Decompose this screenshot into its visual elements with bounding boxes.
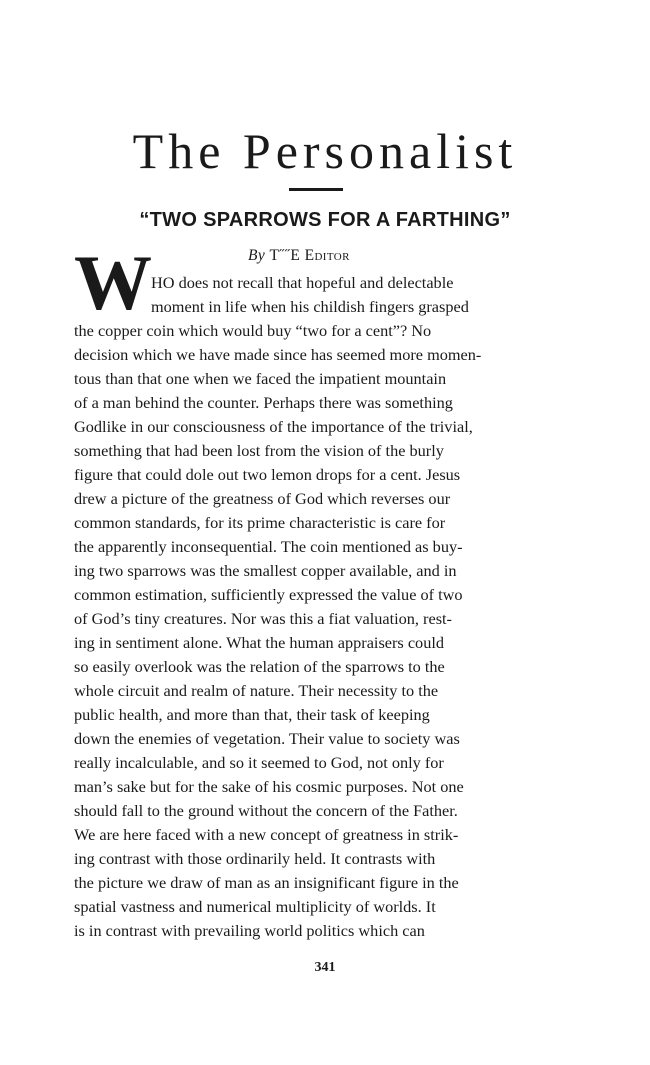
body-line: the apparently inconsequential. The coin mentioned as buy-: [74, 537, 463, 556]
body-line: really incalculable, and so it seemed to God, not only for: [74, 753, 444, 772]
body-line: is in contrast with prevailing world politics which can: [74, 921, 425, 940]
journal-title: The Personalist: [132, 123, 518, 179]
body-line: down the enemies of vegetation. Their value to society was: [74, 729, 460, 748]
body-line: We are here faced with a new concept of greatness in strik-: [74, 825, 459, 844]
body-line: the picture we draw of man as an insignificant figure in the: [74, 873, 459, 892]
body-line: common standards, for its prime characteristic is care for: [74, 513, 446, 532]
byline-by: By: [248, 247, 266, 264]
body-line: ing two sparrows was the smallest copper available, and in: [74, 561, 457, 580]
body-line: of God’s tiny creatures. Nor was this a fiat valuation, rest-: [74, 609, 452, 628]
body-line: common estimation, sufficiently expressed the value of two: [74, 585, 463, 604]
body-line: Godlike in our consciousness of the importance of the trivial,: [74, 417, 473, 436]
body-line: so easily overlook was the relation of the sparrows to the: [74, 657, 445, 676]
body-line: spatial vastness and numerical multiplicity of worlds. It: [74, 897, 436, 916]
body-line: the copper coin which would buy “two for a cent”? No: [74, 321, 432, 340]
drop-cap: W: [74, 239, 152, 326]
body-line: of a man behind the counter. Perhaps there was something: [74, 393, 453, 412]
body-line: ing contrast with those ordinarily held. It contrasts with: [74, 849, 436, 868]
byline-author: T˝˝E Editor: [269, 247, 350, 264]
page-number: 341: [314, 960, 336, 975]
body-line: tous than that one when we faced the impatient mountain: [74, 369, 447, 388]
body-line: man’s sake but for the sake of his cosmic purposes. Not one: [74, 777, 464, 796]
body-line: moment in life when his childish fingers grasped: [151, 297, 469, 316]
body-line: figure that could dole out two lemon drops for a cent. Jesus: [74, 465, 461, 484]
body-line: ing in sentiment alone. What the human appraisers could: [74, 633, 445, 652]
byline: [248, 247, 350, 265]
body-line: should fall to the ground without the concern of the Father.: [74, 801, 458, 820]
body-line: whole circuit and realm of nature. Their necessity to the: [74, 681, 439, 700]
body-line: HO does not recall that hopeful and delectable: [151, 273, 454, 292]
title-rule: [289, 188, 343, 191]
body-line: something that had been lost from the vision of the burly: [74, 441, 444, 460]
body-line: public health, and more than that, their task of keeping: [74, 705, 430, 724]
body-line: drew a picture of the greatness of God which reverses our: [74, 489, 451, 508]
body-line: decision which we have made since has seemed more momen-: [74, 345, 482, 364]
article-title: “TWO SPARROWS FOR A FARTHING”: [139, 209, 511, 231]
